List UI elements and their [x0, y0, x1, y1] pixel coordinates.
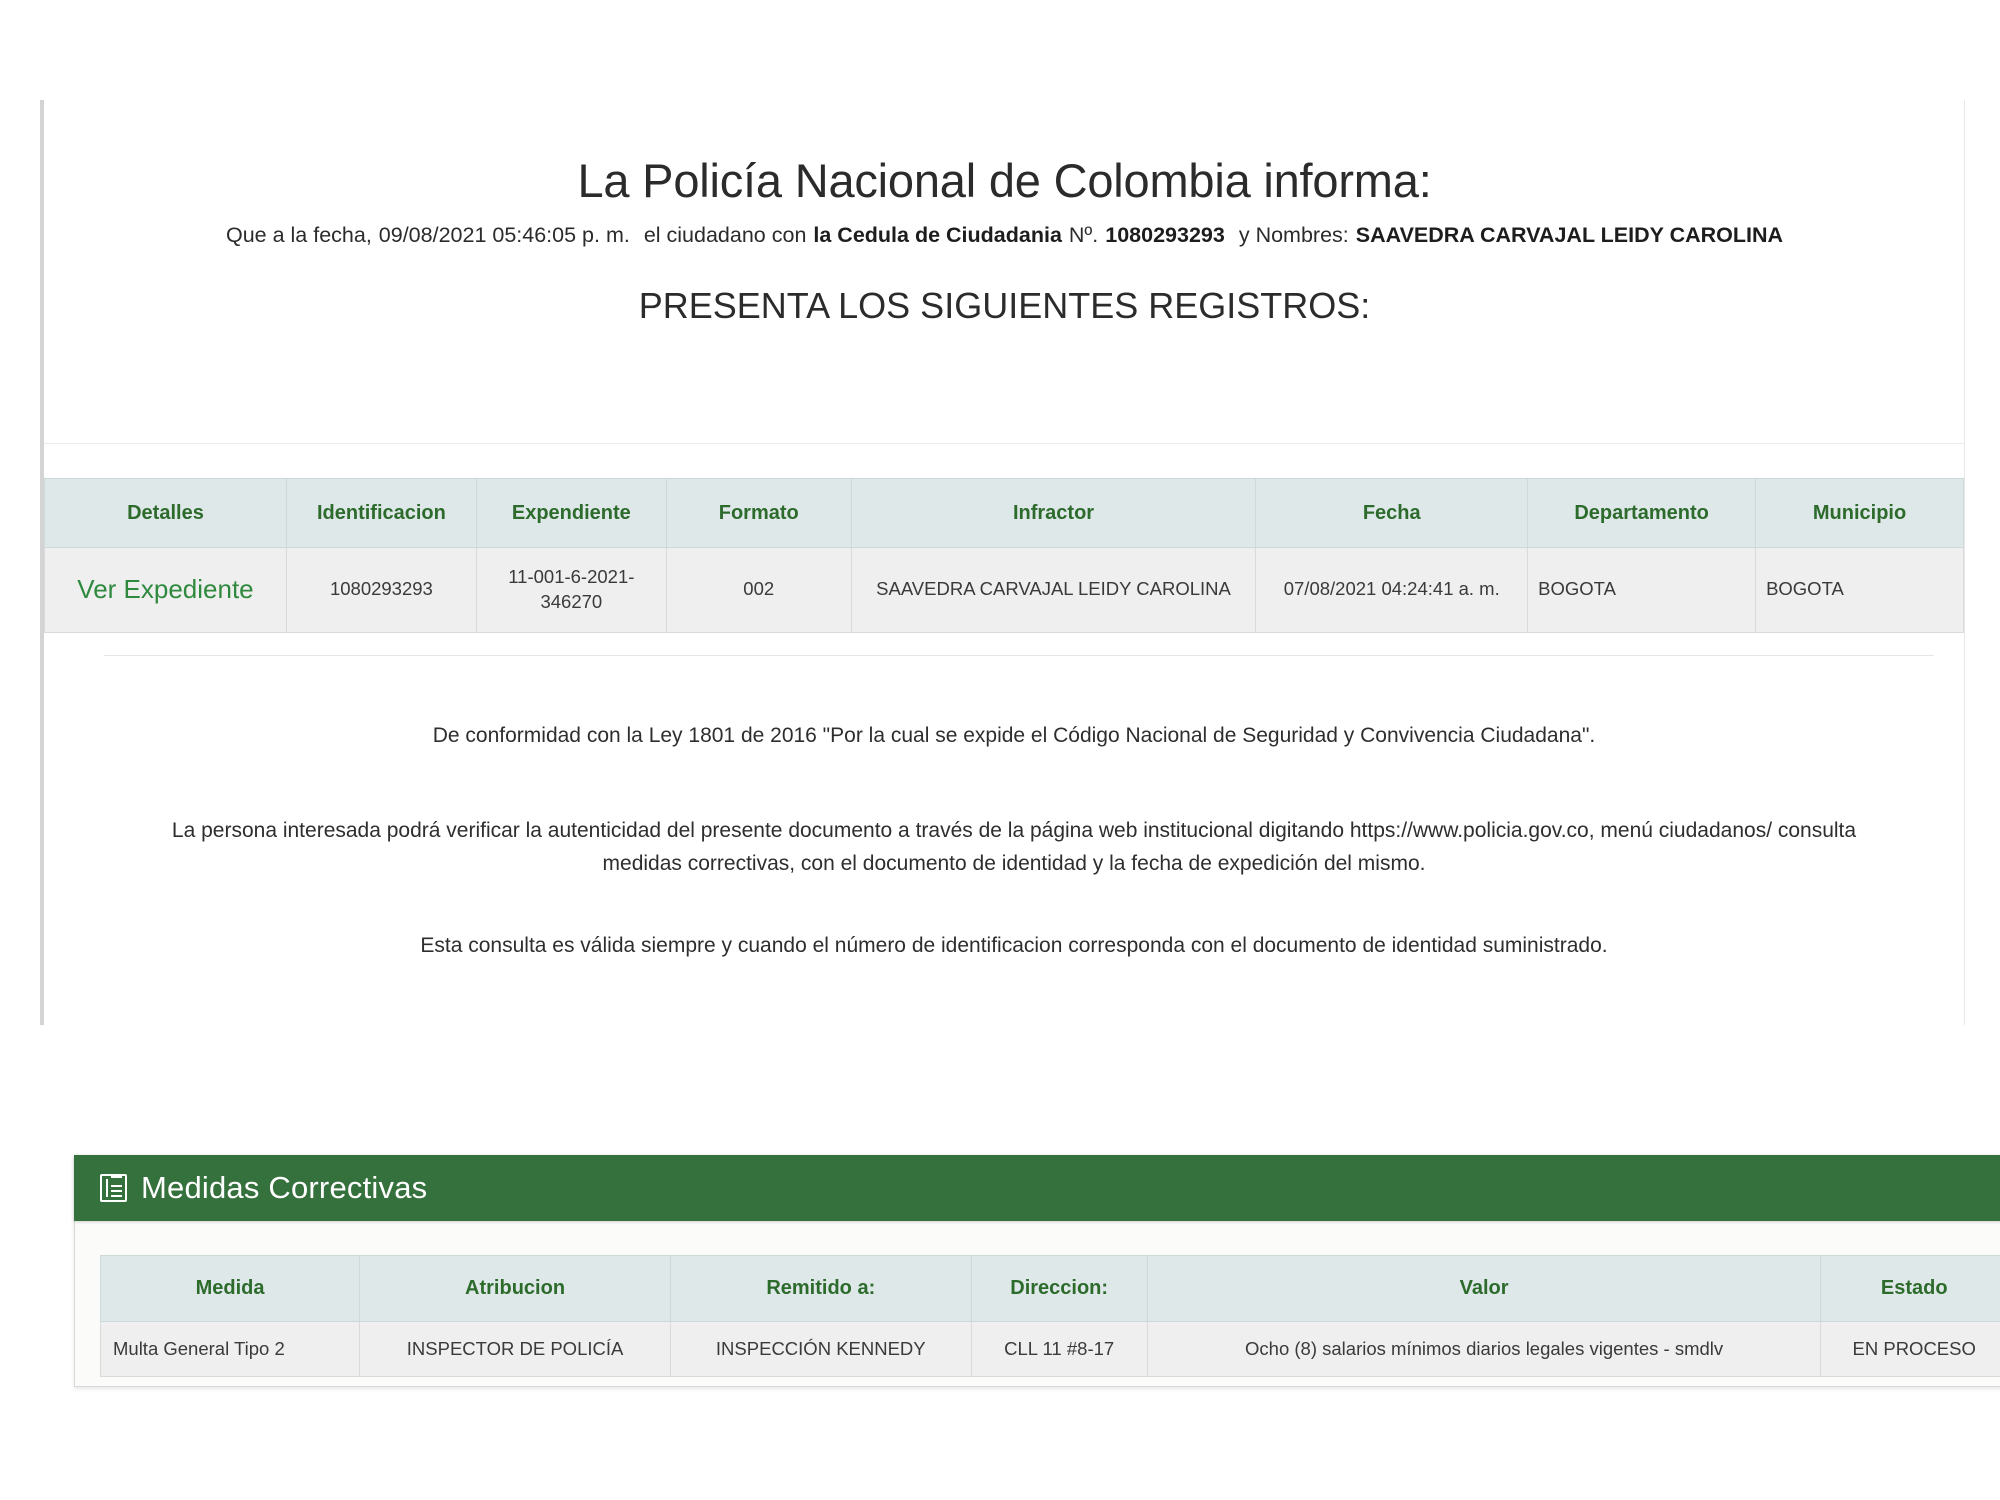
divider-top — [44, 443, 1965, 444]
cell-departamento: BOGOTA — [1528, 548, 1756, 633]
column-header-medida[interactable]: Medida — [101, 1256, 360, 1322]
cell-municipio: BOGOTA — [1756, 548, 1964, 633]
summary-names-value: SAAVEDRA CARVAJAL LEIDY CAROLINA — [1355, 223, 1784, 247]
cell-formato: 002 — [666, 548, 851, 633]
list-icon — [100, 1174, 127, 1202]
column-header-atribucion[interactable]: Atribucion — [360, 1256, 671, 1322]
column-header-direccion[interactable]: Direccion: — [971, 1256, 1147, 1322]
page-title: La Policía Nacional de Colombia informa: — [577, 154, 1432, 207]
medidas-correctivas-title: Medidas Correctivas — [141, 1170, 428, 1205]
cell-valor: Ocho (8) salarios mínimos diarios legales vigentes - smdlv — [1147, 1322, 1821, 1377]
cell-atribucion: INSPECTOR DE POLICÍA — [360, 1322, 671, 1377]
column-header-municipio[interactable]: Municipio — [1756, 479, 1964, 548]
ver-expediente-link[interactable]: Ver Expediente — [77, 574, 254, 605]
cell-direccion: CLL 11 #8-17 — [971, 1322, 1147, 1377]
column-header-fecha[interactable]: Fecha — [1256, 479, 1528, 548]
legal-notice-ley: De conformidad con la Ley 1801 de 2016 "Por la cual se expide el Código Nacional de Seguridad y Convivencia Ciudadana". — [432, 724, 1596, 747]
medidas-correctivas-table — [100, 1255, 2000, 1377]
cell-infractor: SAAVEDRA CARVAJAL LEIDY CAROLINA — [851, 548, 1256, 633]
medidas-table-header-row — [101, 1256, 2000, 1322]
cell-identificacion: 1080293293 — [286, 548, 476, 633]
cell-remitido-a: INSPECCIÓN KENNEDY — [671, 1322, 972, 1377]
column-header-remitido-a[interactable]: Remitido a: — [671, 1256, 972, 1322]
column-header-infractor[interactable]: Infractor — [851, 479, 1256, 548]
cell-medida: Multa General Tipo 2 — [101, 1322, 360, 1377]
cell-fecha: 07/08/2021 04:24:41 a. m. — [1256, 548, 1528, 633]
medidas-correctivas-header — [74, 1155, 2000, 1221]
citizen-summary-line — [44, 220, 1965, 251]
summary-names-label: y Nombres: — [1238, 223, 1349, 247]
status-badge: EN PROCESO — [1821, 1322, 2000, 1377]
table-row — [101, 1322, 2000, 1377]
cell-detalles — [45, 548, 287, 633]
column-header-detalles[interactable]: Detalles — [45, 479, 287, 548]
divider-middle — [104, 655, 1934, 656]
summary-prefix: Que a la fecha, — [225, 223, 372, 247]
summary-datetime: 09/08/2021 05:46:05 p. m. — [378, 223, 630, 247]
legal-notice-validez: Esta consulta es válida siempre y cuando el número de identificacion corresponda con el documento de identidad suministrado. — [420, 934, 1608, 957]
summary-id-number: 1080293293 — [1105, 223, 1225, 247]
table-row — [45, 548, 1964, 633]
column-header-expendiente[interactable]: Expendiente — [476, 479, 666, 548]
column-header-formato[interactable]: Formato — [666, 479, 851, 548]
column-header-estado[interactable]: Estado — [1821, 1256, 2000, 1322]
summary-middle: el ciudadano con — [643, 223, 807, 247]
document-panel — [40, 100, 1965, 1025]
legal-notice-verificacion: La persona interesada podrá verificar la autenticidad del presente documento a través de la página web institucional digitando https://www.policia.gov.co, menú ciudadanos/ consulta medidas correctivas, con el documento de identidad y la fecha de expedición del mismo. — [171, 819, 1857, 875]
summary-id-type: la Cedula de Ciudadania — [813, 223, 1062, 247]
column-header-identificacion[interactable]: Identificacion — [286, 479, 476, 548]
column-header-valor[interactable]: Valor — [1147, 1256, 1821, 1322]
records-table-header-row — [45, 479, 1964, 548]
document-content — [44, 100, 1965, 1025]
summary-number-label: Nº. — [1068, 223, 1099, 247]
cell-expendiente: 11-001-6-2021-346270 — [476, 548, 666, 633]
records-table — [44, 478, 1964, 633]
section-heading: PRESENTA LOS SIGUIENTES REGISTROS: — [638, 285, 1371, 326]
column-header-departamento[interactable]: Departamento — [1528, 479, 1756, 548]
